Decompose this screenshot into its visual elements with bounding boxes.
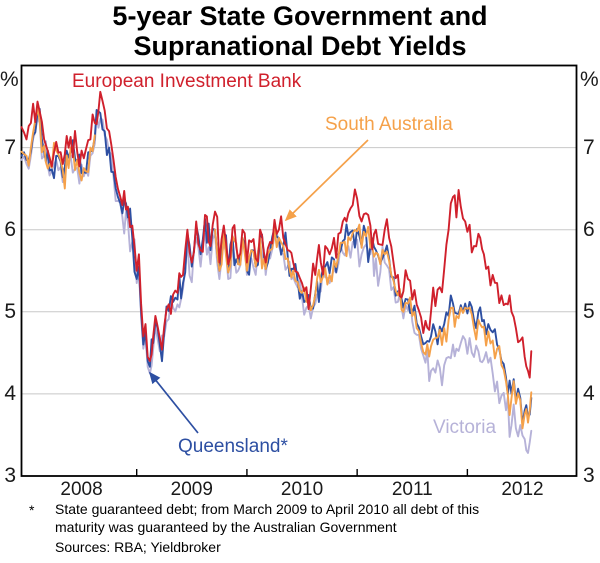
x-axis-label-2010: 2010: [280, 479, 324, 500]
series-label-queensland: Queensland*: [178, 436, 288, 457]
series-line-victoria: [22, 116, 532, 453]
footnote-asterisk: *: [29, 502, 35, 518]
footnote-line1: State guaranteed debt; from March 2009 to April 2010 all debt of this: [55, 501, 480, 517]
x-axis-label-2011: 2011: [391, 479, 433, 500]
footnote-line2: maturity was guaranteed by the Australian Government: [55, 518, 397, 535]
y-axis-label-left-3: 3: [4, 464, 16, 487]
y-axis-label-left-4: 4: [4, 381, 16, 405]
x-axis-label-2012: 2012: [501, 479, 544, 500]
y-axis-label-right-7: 7: [583, 135, 595, 159]
y-axis-label-right-6: 6: [583, 217, 595, 241]
x-axis-label-2008: 2008: [60, 479, 103, 500]
y-axis-label-left-6: 6: [4, 217, 16, 241]
series-label-eib: European Investment Bank: [72, 71, 302, 92]
annotation-arrow-south_australia: [286, 140, 368, 220]
chart-title-line2: Supranational Debt Yields: [133, 31, 467, 61]
plot-frame: [22, 66, 577, 477]
y-axis-label-right-3: 3: [583, 464, 595, 487]
y-axis-label-right-4: 4: [583, 381, 595, 405]
chart-title-line1: 5-year State Government and: [112, 1, 488, 31]
series-label-victoria: Victoria: [433, 417, 497, 438]
y-axis-label-left-5: 5: [4, 299, 16, 323]
x-axis-label-2009: 2009: [170, 479, 213, 500]
y-axis-unit-left: %: [0, 68, 19, 91]
series-label-south_australia: South Australia: [325, 114, 453, 135]
annotation-arrow-queensland: [150, 373, 198, 433]
y-axis-label-left-7: 7: [4, 135, 16, 159]
footnote-sources: Sources: RBA; Yieldbroker: [55, 539, 221, 555]
series-line-eib: [22, 92, 532, 378]
y-axis-label-right-5: 5: [583, 299, 595, 323]
y-axis-unit-right: %: [580, 68, 599, 91]
series-line-queensland: [22, 109, 532, 424]
series-line-south_australia: [22, 108, 532, 428]
